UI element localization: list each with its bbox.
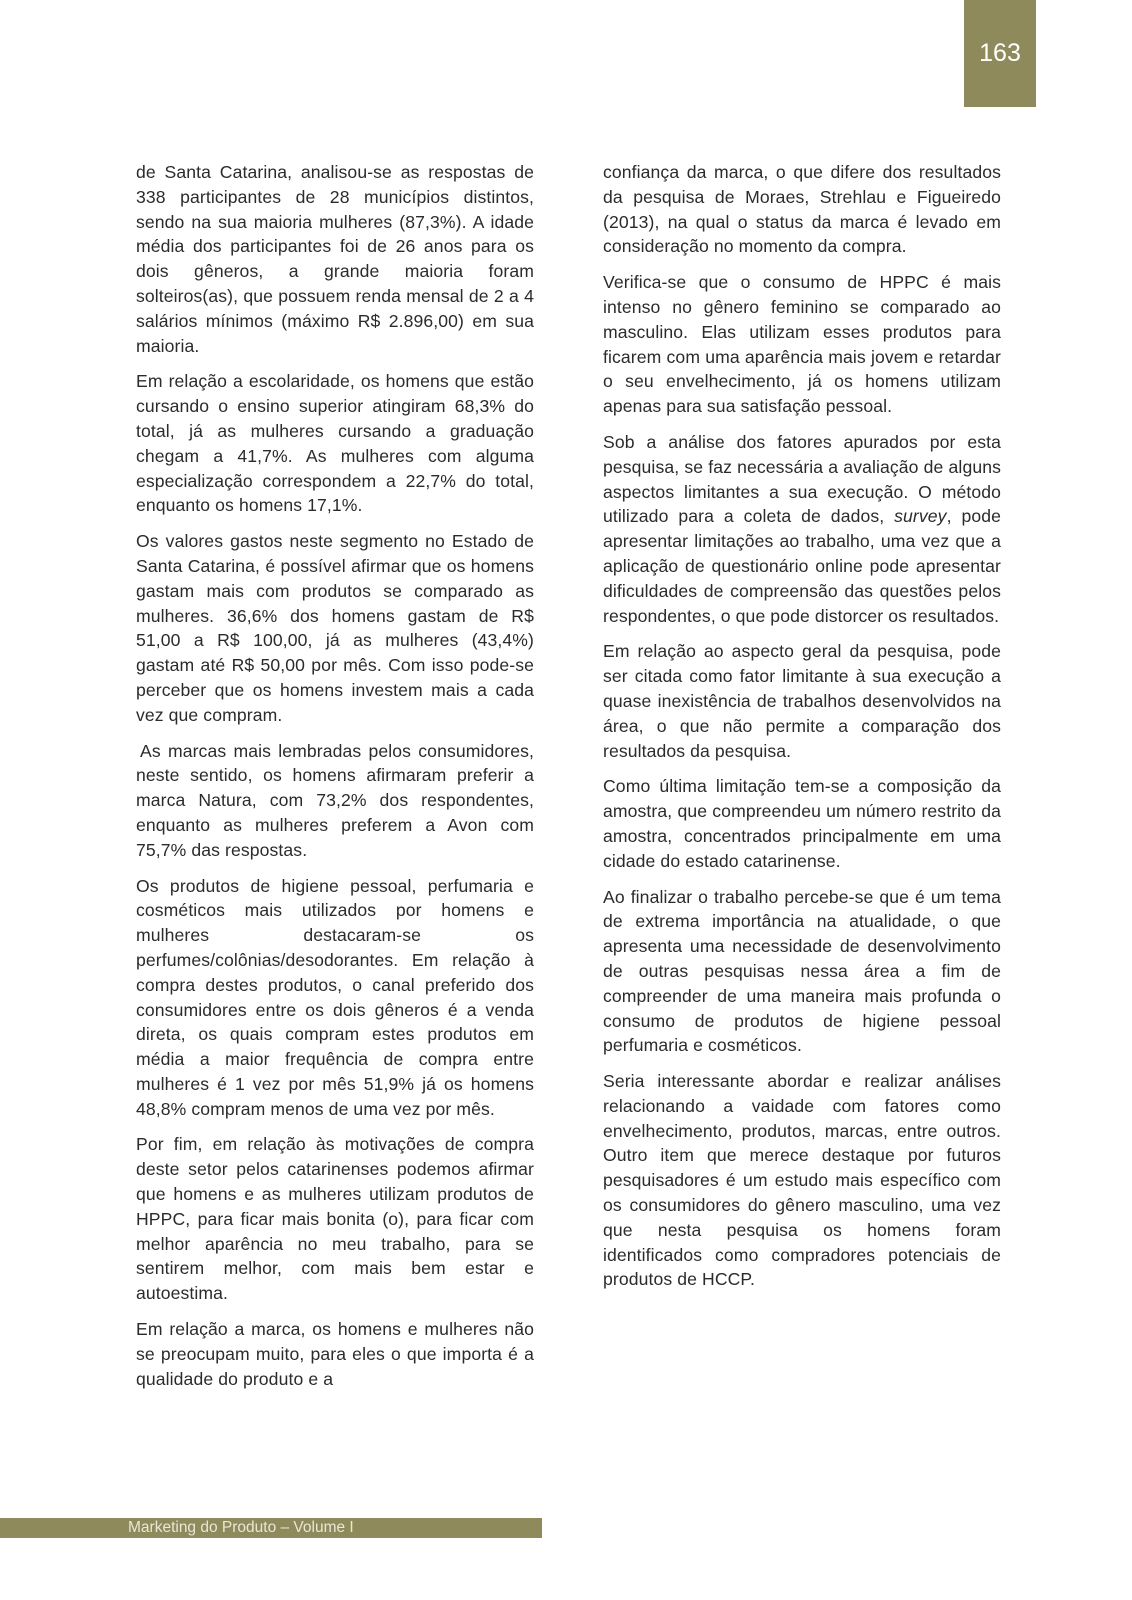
right-text-column	[603, 160, 1001, 1303]
paragraph	[603, 430, 1001, 628]
paragraph: As marcas mais lembradas pelos consumidores, neste sentido, os homens afirmaram preferir a marca Natura, com 73,2% dos respondentes, enquanto as mulheres preferem a Avon com 75,7% das respostas.	[136, 740, 534, 860]
left-text-column	[136, 160, 534, 1402]
paragraph: confiança da marca, o que difere dos resultados da pesquisa de Moraes, Strehlau e Figueiredo (2013), na qual o status da marca é levado em consideração no momento da compra.	[603, 162, 1001, 257]
page-number: 163	[964, 0, 1036, 107]
paragraph: Em relação ao aspecto geral da pesquisa, pode ser citada como fator limitante à sua execução a quase inexistência de trabalhos desenvolvidos na área, o que não permite a comparação dos resultados da pesquisa.	[603, 641, 1001, 761]
text-run: Sob a análise dos fatores apurados por esta pesquisa, se faz necessária a avaliação de alguns aspectos limitantes a sua execução. O método utilizado para a coleta de dados,	[603, 431, 1001, 527]
paragraph: Por fim, em relação às motivações de compra deste setor pelos catarinenses podemos afirmar que homens e as mulheres utilizam produtos de HPPC, para ficar mais bonita (o), para ficar com melhor aparência no meu trabalho, para se sentirem melhor, com mais bem estar e autoestima.	[136, 1134, 534, 1304]
paragraph: Em relação a marca, os homens e mulheres não se preocupam muito, para eles o que importa é a qualidade do produto e a	[136, 1319, 534, 1389]
paragraph: Como última limitação tem-se a composição da amostra, que compreendeu um número restrito da amostra, concentrados principalmente em uma cidade do estado catarinense.	[603, 776, 1001, 871]
paragraph: Seria interessante abordar e realizar análises relacionando a vaidade com fatores como envelhecimento, produtos, marcas, entre outros. Outro item que merece destaque por futuros pesquisadores é um estudo mais específico com os consumidores do gênero masculino, uma vez que nesta pesquisa os homens foram identificados como compradores potenciais de produtos de HCCP.	[603, 1071, 1001, 1290]
paragraph: de Santa Catarina, analisou-se as respostas de 338 participantes de 28 municípios distintos, sendo na sua maioria mulheres (87,3%). A idade média dos participantes foi de 26 anos para os dois gêneros, a grande maioria foram solteiros(as), que possuem renda mensal de 2 a 4 salários mínimos (máximo R$ 2.896,00) em sua maioria.	[136, 162, 534, 356]
paragraph: Os produtos de higiene pessoal, perfumaria e cosméticos mais utilizados por homens e mulheres destacaram-se os perfumes/colônias/desodorantes. Em relação à compra destes produtos, o canal preferido dos consumidores entre os dois gêneros é a venda direta, os quais compram estes produtos em média a maior frequência de compra entre mulheres é 1 vez por mês 51,9% já os homens 48,8% compram menos de uma vez por mês.	[136, 875, 534, 1119]
italic-term: survey	[894, 506, 947, 527]
paragraph: Em relação a escolaridade, os homens que estão cursando o ensino superior atingiram 68,3% do total, já as mulheres cursando a graduação chegam a 41,7%. As mulheres com alguma especialização correspondem a 22,7% do total, enquanto os homens 17,1%.	[136, 371, 534, 516]
paragraph: Os valores gastos neste segmento no Estado de Santa Catarina, é possível afirmar que os homens gastam mais com produtos se comparado as mulheres. 36,6% dos homens gastam de R$ 51,00 a R$ 100,00, já as mulheres (43,4%) gastam até R$ 50,00 por mês. Com isso pode-se perceber que os homens investem mais a cada vez que compram.	[136, 531, 534, 725]
paragraph: Ao finalizar o trabalho percebe-se que é um tema de extrema importância na atualidade, o que apresenta uma necessidade de desenvolvimento de outras pesquisas nessa área a fim de compreender de uma maneira mais profunda o consumo de produtos de higiene pessoal perfumaria e cosméticos.	[603, 886, 1001, 1056]
paragraph: Verifica-se que o consumo de HPPC é mais intenso no gênero feminino se comparado ao masculino. Elas utilizam esses produtos para ficarem com uma aparência mais jovem e retardar o seu envelhecimento, já os homens utilizam apenas para sua satisfação pessoal.	[603, 272, 1001, 417]
text-run: , pode apresentar limitações ao trabalho, uma vez que a aplicação de questionário online pode apresentar dificuldades de compreensão das questões pelos respondentes, o que pode distorcer os resultados.	[603, 506, 1001, 626]
footer-title: Marketing do Produto – Volume I	[0, 1518, 542, 1538]
